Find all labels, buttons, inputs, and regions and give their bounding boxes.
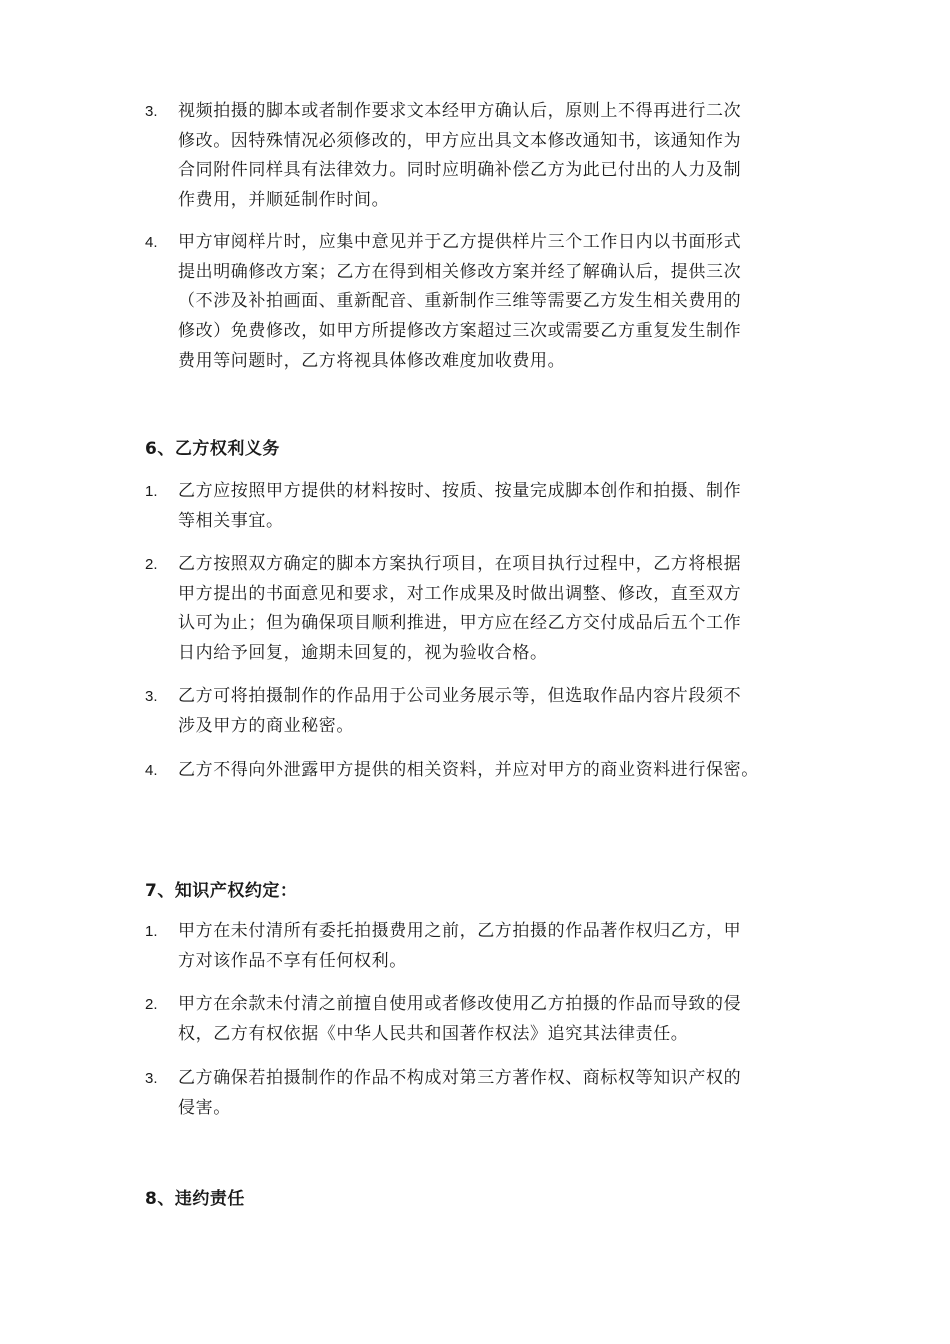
item-text: 视频拍摄的脚本或者制作要求文本经甲方确认后，原则上不得再进行二次 修改。因特殊情况必须修改的，甲方应出具文本修改通知书，该通知作为 合同附件同样具有法律效力。同时应明确补偿乙方为此已付出的人力及制 作费用，并顺延制作时间。 <box>178 101 742 211</box>
list-item <box>145 97 805 216</box>
section-heading: 6、乙方权利义务 <box>145 439 280 459</box>
item-number: 2. <box>145 996 158 1013</box>
item-number: 1. <box>145 923 158 940</box>
list-item <box>145 682 805 741</box>
item-text: 乙方可将拍摄制作的作品用于公司业务展示等，但选取作品内容片段须不 涉及甲方的商业秘密。 <box>178 686 742 736</box>
section-heading: 8、违约责任 <box>145 1189 245 1209</box>
item-text: 乙方确保若拍摄制作的作品不构成对第三方著作权、商标权等知识产权的 侵害。 <box>178 1068 742 1118</box>
section-heading: 7、知识产权约定： <box>145 881 298 901</box>
item-text: 甲方在未付清所有委托拍摄费用之前，乙方拍摄的作品著作权归乙方，甲 方对该作品不享有任何权利。 <box>178 921 742 971</box>
list-item <box>145 1064 805 1123</box>
list-item <box>145 990 805 1049</box>
item-number: 3. <box>145 688 158 705</box>
item-number: 4. <box>145 762 158 779</box>
item-number: 3. <box>145 103 158 120</box>
item-number: 1. <box>145 483 158 500</box>
item-text: 乙方应按照甲方提供的材料按时、按质、按量完成脚本创作和拍摄、制作 等相关事宜。 <box>178 481 742 531</box>
item-number: 4. <box>145 234 158 251</box>
list-item <box>145 228 805 377</box>
list-item <box>145 917 805 976</box>
list-item <box>145 477 805 536</box>
list-item <box>145 756 805 786</box>
item-text: 甲方审阅样片时，应集中意见并于乙方提供样片三个工作日内以书面形式 提出明确修改方案；乙方在得到相关修改方案并经了解确认后，提供三次 （不涉及补拍画面、重新配音、重新制作三维等需要乙方发生相关费用的 修改）免费修改，如甲方所提修改方案超过三次或需要乙方重复发生制作 费用等问题时，乙方将视具体修改难度加收费用。 <box>178 232 742 371</box>
item-text: 乙方不得向外泄露甲方提供的相关资料，并应对甲方的商业资料进行保密。 <box>178 760 759 780</box>
item-number: 3. <box>145 1070 158 1087</box>
item-number: 2. <box>145 556 158 573</box>
item-text: 乙方按照双方确定的脚本方案执行项目，在项目执行过程中，乙方将根据 甲方提出的书面意见和要求，对工作成果及时做出调整、修改，直至双方 认可为止；但为确保项目顺利推进，甲方应在经乙方交付成品后五个工作 日内给予回复，逾期未回复的，视为验收合格。 <box>178 554 742 664</box>
list-item <box>145 550 805 669</box>
item-text: 甲方在余款未付清之前擅自使用或者修改使用乙方拍摄的作品而导致的侵 权，乙方有权依据《中华人民共和国著作权法》追究其法律责任。 <box>178 994 742 1044</box>
